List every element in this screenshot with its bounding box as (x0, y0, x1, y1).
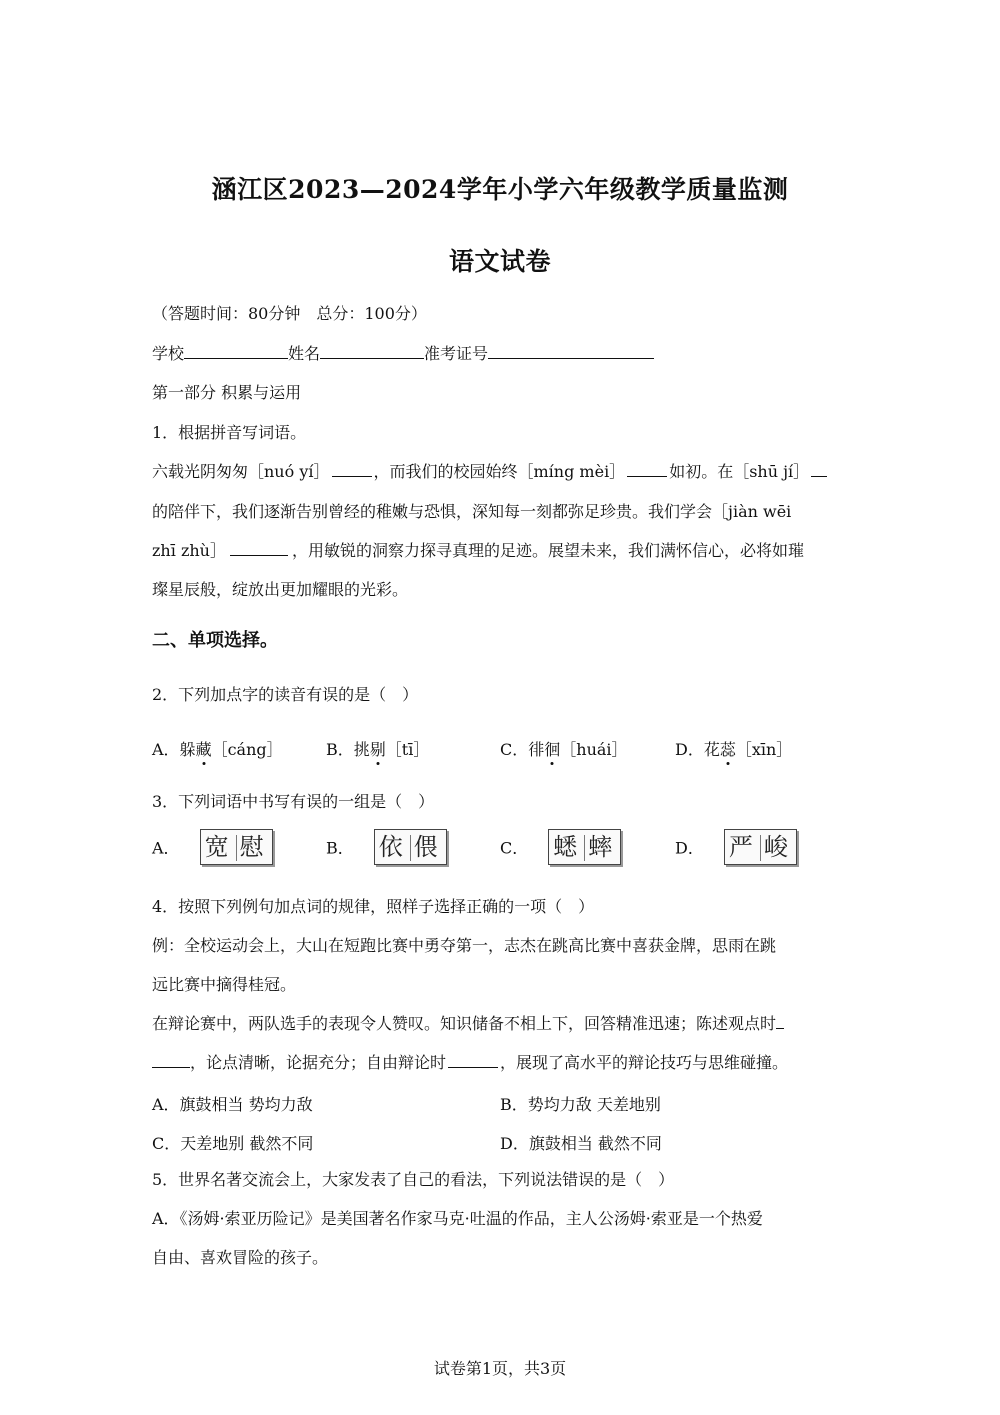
char: 蟀 (588, 833, 617, 861)
q4-text: ，论点清晰，论据充分；自由辩论时 (190, 1053, 447, 1072)
option-label: B．挑 (326, 740, 370, 759)
option-label: A．躲 (152, 740, 196, 759)
answer-blank[interactable] (627, 462, 667, 477)
q4-option-b[interactable]: B．势均力敌 天差地别 (500, 1095, 661, 1114)
q5-stem: 5．世界名著交流会上，大家发表了自己的看法，下列说法错误的是（ ） (152, 1170, 675, 1189)
q1-text: 如初。在［shū jí］ (669, 462, 810, 481)
exam-number-label: 准考证号 (424, 344, 489, 363)
q2-stem: 2．下列加点字的读音有误的是（ ） (152, 685, 419, 704)
school-label: 学校 (152, 344, 185, 363)
handwriting-image (548, 829, 621, 865)
pinyin: ［huái］ (560, 740, 628, 759)
q4-text: 在辩论赛中，两队选手的表现令人赞叹。知识储备不相上下，回答精准迅速；陈述观点时 (152, 1014, 777, 1033)
q1-line-2 (152, 502, 852, 522)
q1-text: zhī zhù］ (152, 541, 226, 560)
exam-subtitle: 语文试卷 (448, 247, 551, 276)
q5-option-a-line-2[interactable]: 自由、喜欢冒险的孩子。 (152, 1248, 329, 1267)
q4-option-d[interactable]: D．旗鼓相当 截然不同 (500, 1134, 662, 1153)
q1-text: ，用敏锐的洞察力探寻真理的足迹。展望未来，我们满怀信心，必将如璀 (291, 541, 804, 560)
answer-blank[interactable] (230, 541, 288, 556)
q4-passage-line-1 (152, 1014, 852, 1034)
q1-text: 的陪伴下，我们逐渐告别曾经的稚嫩与恐惧，深知每一刻都弥足珍贵。我们学会［jiàn wēi (152, 502, 792, 521)
pinyin: ［tī］ (385, 740, 430, 759)
dotted-char: 剔 (370, 737, 386, 760)
option-label: D． (675, 838, 704, 858)
q4-option-c[interactable]: C．天差地别 截然不同 (152, 1134, 314, 1153)
pinyin: ［xīn］ (735, 740, 793, 759)
student-info-row (152, 344, 852, 364)
name-label: 姓名 (288, 344, 321, 363)
q3-option-c[interactable] (500, 829, 621, 865)
q4-example-line-1: 例：全校运动会上，大山在短跑比赛中勇夺第一，志杰在跳高比赛中喜获金牌，思雨在跳 (152, 936, 777, 955)
dotted-char: 藏 (196, 737, 212, 760)
answer-blank[interactable] (332, 462, 372, 477)
q2-option-b[interactable] (326, 737, 429, 760)
char: 宽 (204, 833, 233, 861)
option-label: A． (152, 838, 180, 858)
q2-option-d[interactable] (675, 737, 792, 760)
option-label: C． (500, 838, 529, 858)
q1-line-4: 璨星辰般，绽放出更加耀眼的光彩。 (152, 580, 409, 599)
q1-line-1 (152, 462, 852, 482)
char: 峻 (763, 833, 792, 861)
name-field[interactable] (320, 344, 424, 359)
answer-blank[interactable] (152, 1053, 190, 1068)
q1-text: 六载光阴匆匆［nuó yí］ (152, 462, 330, 481)
char: 严 (728, 833, 757, 861)
q3-stem: 3．下列词语中书写有误的一组是（ ） (152, 792, 435, 811)
q4-passage-line-2 (152, 1053, 852, 1073)
page-footer: 试卷第1页，共3页 (433, 1359, 567, 1378)
answer-blank[interactable] (811, 462, 827, 477)
exam-number-field[interactable] (488, 344, 654, 359)
q1-stem: 1．根据拼音写词语。 (152, 423, 307, 442)
q4-text: ，展现了高水平的辩论技巧与思维碰撞。 (500, 1053, 789, 1072)
dotted-char: 蕊 (720, 737, 736, 760)
option-label: D．花 (675, 740, 720, 759)
handwriting-image (724, 829, 797, 865)
q3-option-b[interactable] (326, 829, 447, 865)
q1-line-3 (152, 541, 852, 561)
part2-heading: 二、单项选择。 (152, 630, 278, 651)
q1-text: ，而我们的校园始终［míng mèi］ (373, 462, 626, 481)
option-label: B． (326, 838, 354, 858)
exam-title: 涵江区2023—2024学年小学六年级教学质量监测 (211, 175, 789, 204)
char: 慰 (239, 833, 268, 861)
exam-info: （答题时间：80分钟 总分：100分） (152, 304, 427, 323)
q5-option-a-line-1[interactable]: A．《汤姆·索亚历险记》是美国著名作家马克·吐温的作品，主人公汤姆·索亚是一个热爱 (152, 1209, 763, 1228)
q2-option-c[interactable] (500, 737, 628, 760)
q3-option-a[interactable] (152, 829, 273, 865)
q2-option-a[interactable] (152, 737, 283, 760)
pinyin: ［cáng］ (211, 740, 283, 759)
handwriting-image (374, 829, 447, 865)
handwriting-image (200, 829, 273, 865)
school-field[interactable] (184, 344, 288, 359)
char: 蟋 (553, 833, 582, 861)
q4-option-a[interactable]: A．旗鼓相当 势均力敌 (152, 1095, 313, 1114)
answer-blank[interactable] (448, 1053, 498, 1068)
char: 依 (378, 833, 407, 861)
char: 偎 (413, 833, 442, 861)
answer-blank[interactable] (776, 1014, 784, 1029)
option-label: C．徘 (500, 740, 545, 759)
dotted-char: 徊 (544, 737, 560, 760)
part1-heading: 第一部分 积累与运用 (152, 383, 302, 402)
q4-example-line-2: 远比赛中摘得桂冠。 (152, 975, 297, 994)
q3-option-d[interactable] (675, 829, 797, 865)
q4-stem: 4．按照下列例句加点词的规律，照样子选择正确的一项（ ） (152, 897, 595, 916)
